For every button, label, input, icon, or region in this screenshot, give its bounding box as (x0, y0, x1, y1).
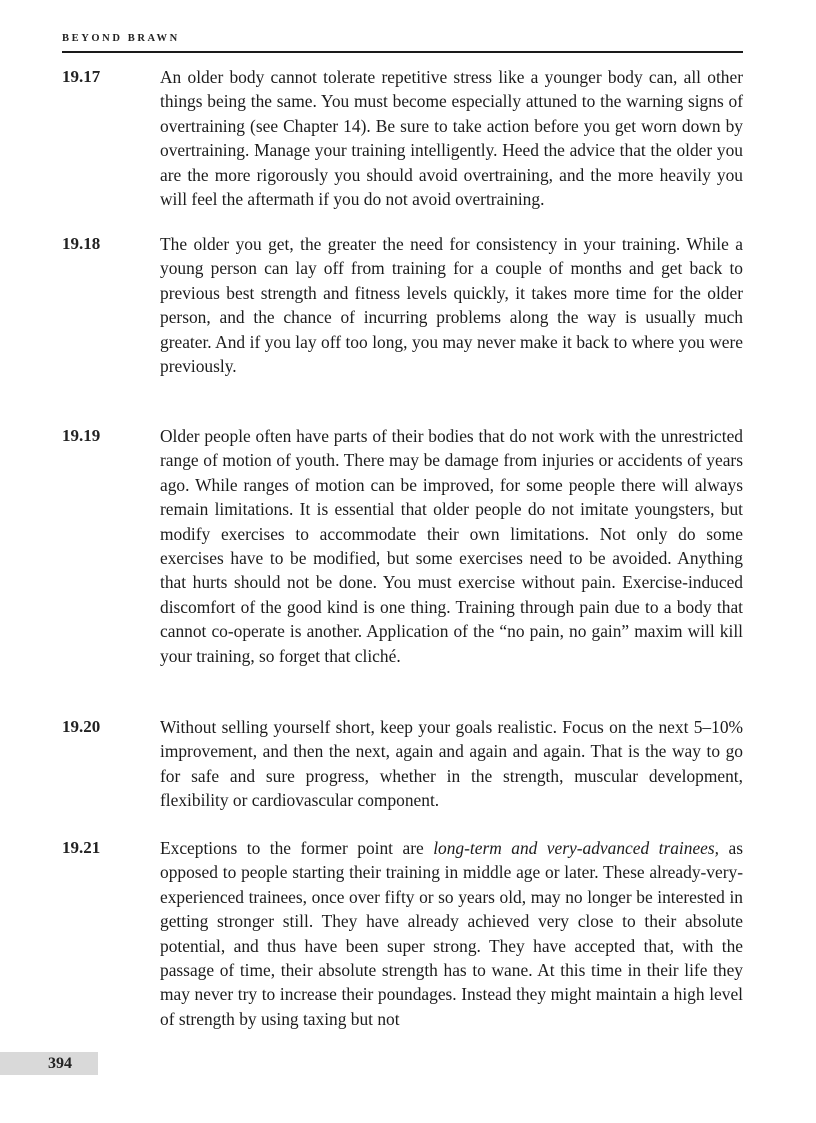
paragraph-number: 19.20 (62, 717, 101, 736)
paragraph-number: 19.17 (62, 67, 101, 86)
paragraph-number: 19.19 (62, 426, 101, 445)
running-head-title: BEYOND BRAWN (62, 33, 180, 44)
header-rule (62, 51, 743, 53)
paragraph-19-18 (62, 232, 743, 378)
paragraph-text: The older you get, the greater the need for consistency in your training. While a young person can lay off from training for a couple of months and get back to previous best strength and fitness levels quickly, it takes more time for the older person, and the chance of incurring problems along the way is usually much greater. And if you lay off too long, you may never make it back to where you were previously. (160, 234, 743, 377)
text-run: as opposed to people starting their training in middle age or later. These already-very-experienced trainees, once over fifty or so years old, may no longer be interested in getting stronger still. They have already achieved very close to their absolute potential, and thus have been super strong. They have accepted that, with the passage of time, their absolute strength has to wane. At this time in their life they may never try to increase their poundages. Instead they might maintain a high level of strength by using taxing but not (160, 838, 743, 1029)
text-run: Exceptions to the former point are (160, 838, 434, 858)
page-number: 394 (48, 1055, 72, 1072)
paragraph-text: Without selling yourself short, keep your goals realistic. Focus on the next 5–10% improvement, and then the next, again and again and again. That is the way to go for safe and sure progress, whether in the strength, muscular development, flexibility or cardiovascular component. (160, 717, 743, 811)
paragraph-number: 19.21 (62, 838, 101, 857)
paragraph-text (160, 836, 743, 1031)
page-number-tab (0, 1052, 98, 1075)
paragraph-19-20 (62, 715, 743, 813)
paragraph-19-21 (62, 836, 743, 1031)
paragraph-19-19 (62, 424, 743, 668)
paragraph-text: Older people often have parts of their bodies that do not work with the unrestricted range of motion of youth. There may be damage from injuries or accidents of years ago. While ranges of motion can be improved, for some people there will always remain limitations. It is essential that older people do not imitate youngsters, but modify exercises to accommodate their own limitations. Not only do some exercises have to be modified, but some exercises need to be avoided. Anything that hurts should not be done. You must exercise without pain. Exercise-induced discomfort of the good kind is one thing. Training through pain due to a body that cannot co-operate is another. Application of the “no pain, no gain” maxim will kill your training, so forget that cliché. (160, 426, 743, 666)
paragraph-19-17 (62, 65, 743, 211)
paragraph-number: 19.18 (62, 234, 101, 253)
italic-phrase: long-term and very-advanced trainees, (433, 838, 720, 858)
paragraph-text: An older body cannot tolerate repetitive stress like a younger body can, all other things being the same. You must become especially attuned to the warning signs of overtraining (see Chapter 14). Be sure to take action before you get worn down by overtraining. Manage your training intelligently. Heed the advice that the older you are the more rigorously you should avoid overtraining, and the more heavily you will feel the aftermath if you do not avoid overtraining. (160, 67, 743, 210)
